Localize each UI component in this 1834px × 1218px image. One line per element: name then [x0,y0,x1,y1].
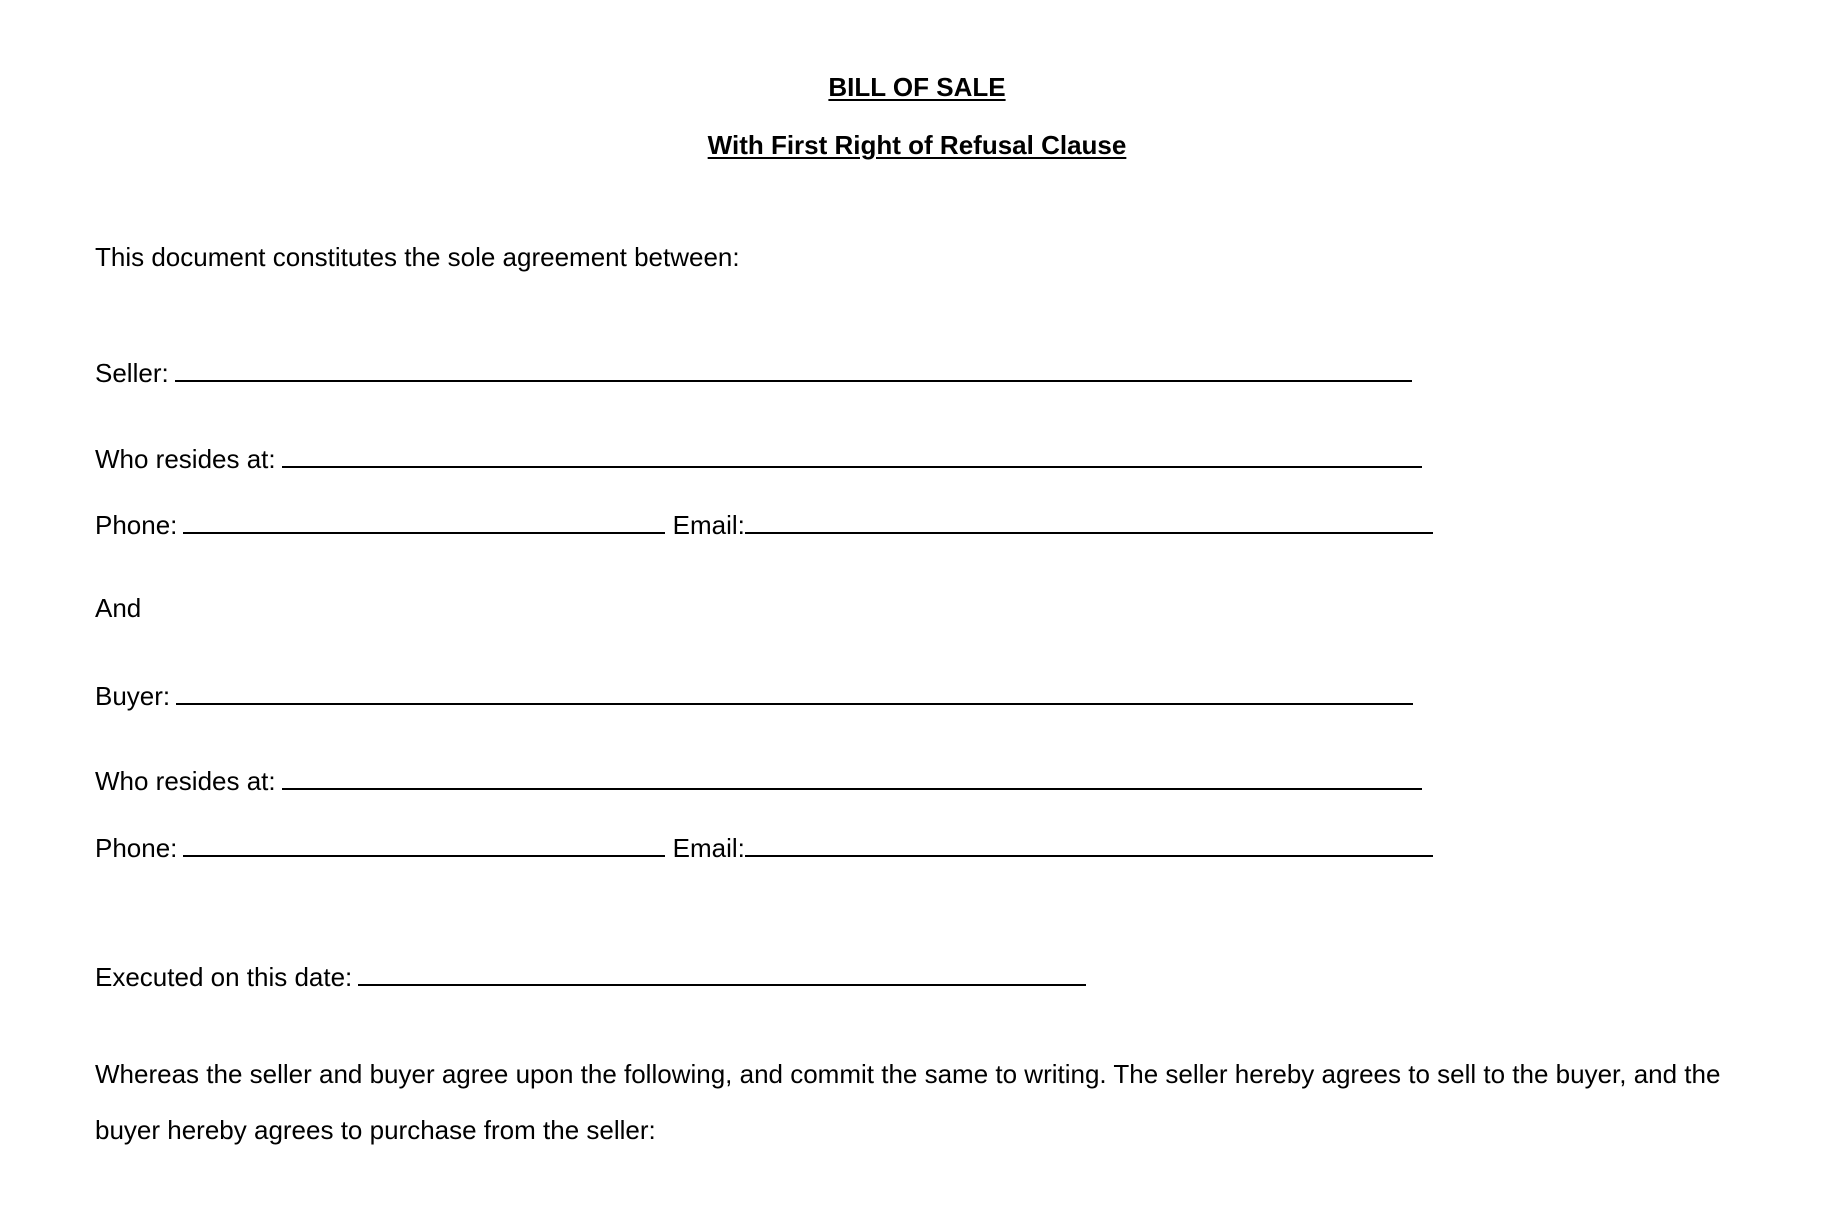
connector-and: And [95,593,142,623]
seller-email-label: Email: [672,510,745,540]
seller-contact-row [95,506,1433,541]
document-subtitle: With First Right of Refusal Clause [707,130,1127,160]
seller-name-field[interactable] [175,354,1412,382]
buyer-contact-row [95,829,1433,864]
seller-email-field[interactable] [745,506,1433,534]
buyer-email-label: Email: [672,833,745,863]
buyer-address-label: Who resides at: [95,766,276,796]
seller-address-label: Who resides at: [95,444,276,474]
seller-phone-label: Phone: [95,510,178,540]
intro-text: This document constitutes the sole agreement between: [95,242,740,272]
seller-phone-field[interactable] [183,506,665,534]
execution-date-row [95,958,1086,993]
seller-label: Seller: [95,358,169,388]
buyer-phone-field[interactable] [183,829,665,857]
buyer-address-row [95,762,1422,797]
whereas-paragraph: Whereas the seller and buyer agree upon the following, and commit the same to writing. The seller hereby agrees to sell to the buyer, and the buyer hereby agrees to purchase from the seller: [95,1059,1721,1145]
seller-address-field[interactable] [282,440,1422,468]
date-label: Executed on this date: [95,962,353,992]
seller-address-row [95,440,1422,475]
document-title: BILL OF SALE [828,72,1006,102]
buyer-address-field[interactable] [282,762,1422,790]
buyer-phone-label: Phone: [95,833,178,863]
buyer-email-field[interactable] [745,829,1433,857]
seller-row [95,354,1412,389]
buyer-name-field[interactable] [176,677,1413,705]
execution-date-field[interactable] [358,958,1086,986]
buyer-row [95,677,1413,712]
buyer-label: Buyer: [95,681,171,711]
